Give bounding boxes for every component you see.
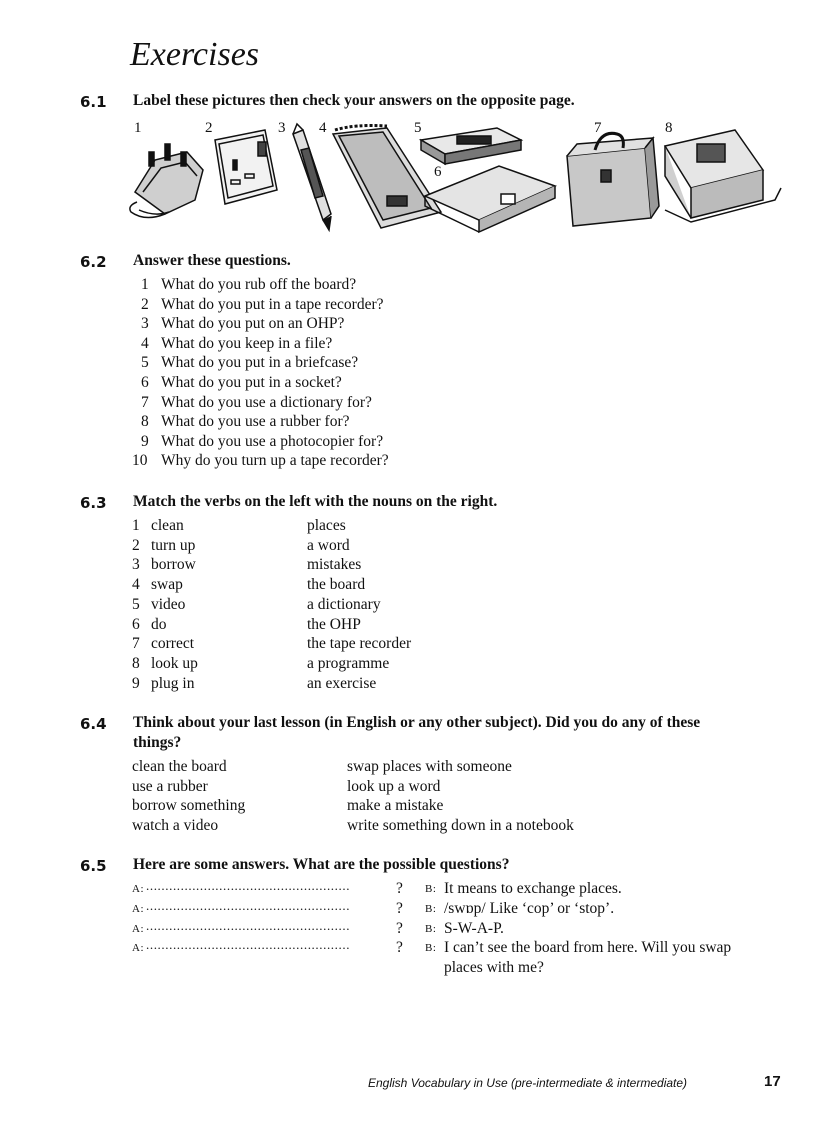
activity-left: use a rubber (132, 777, 208, 795)
answer-text: S-W-A-P. (444, 919, 504, 937)
noun-item: the tape recorder (307, 635, 412, 653)
exercise-number-6-3: 6.3 (80, 494, 107, 512)
exercise-heading-6-2: Answer these questions. (133, 252, 291, 269)
activity-left: watch a video (132, 816, 219, 834)
book-title-footer: English Vocabulary in Use (pre-intermediate & intermediate) (368, 1076, 688, 1090)
question-blank: ..................................................... (146, 917, 351, 933)
question-number: 7 (141, 393, 149, 411)
noun-item: mistakes (307, 556, 362, 574)
speaker-a-label: A: (132, 942, 144, 955)
verb-item: correct (151, 635, 195, 653)
verb-number: 4 (132, 576, 140, 594)
question-text: Why do you turn up a tape recorder? (161, 452, 389, 470)
picture-label-1: 1 (134, 120, 142, 136)
question-mark: ? (396, 939, 403, 957)
activity-right: look up a word (347, 777, 441, 795)
noun-item: a dictionary (307, 595, 381, 613)
exercise-number-6-2: 6.2 (80, 253, 107, 271)
noun-item: places (307, 517, 346, 534)
verb-number: 3 (132, 556, 140, 574)
question-number: 8 (141, 413, 149, 431)
cassette-icon (421, 128, 521, 164)
verb-number: 8 (132, 654, 140, 672)
vocabulary-pictures (125, 122, 785, 234)
verb-number: 9 (132, 674, 140, 692)
correction-pen-icon (293, 124, 331, 230)
verb-item: swap (151, 576, 183, 594)
verb-item: do (151, 615, 167, 633)
speaker-a-label: A: (132, 883, 144, 895)
exercise-heading-6-4-cont: things? (133, 734, 182, 751)
noun-item: the board (307, 576, 366, 594)
question-text: What do you put in a tape recorder? (161, 295, 384, 313)
question-number: 5 (141, 354, 149, 372)
noun-item: a word (307, 536, 350, 554)
question-number: 10 (132, 452, 148, 470)
verb-number: 1 (132, 517, 140, 534)
picture-label-4: 4 (319, 120, 327, 136)
question-mark: ? (396, 899, 403, 917)
verb-number: 7 (132, 635, 140, 653)
picture-label-3: 3 (278, 120, 286, 136)
noun-item: the OHP (307, 615, 361, 633)
speaker-b-label: B: (425, 883, 437, 895)
picture-label-6: 6 (434, 164, 442, 180)
verb-item: plug in (151, 674, 195, 692)
speaker-b-label: B: (425, 922, 437, 935)
ohp-icon (665, 130, 781, 222)
question-number: 6 (141, 374, 149, 391)
question-blank: ..................................................... (146, 937, 351, 953)
question-text: What do you put on an OHP? (161, 315, 345, 333)
question-text: What do you rub off the board? (161, 276, 357, 293)
noun-item: an exercise (307, 674, 377, 692)
question-text: What do you keep in a file? (161, 334, 333, 352)
picture-label-2: 2 (205, 120, 213, 136)
picture-label-7: 7 (594, 120, 602, 136)
exercise-number-6-5: 6.5 (80, 857, 107, 875)
question-mark: ? (396, 880, 403, 897)
activity-right: make a mistake (347, 797, 444, 814)
question-number: 1 (141, 276, 149, 293)
speaker-b-label: B: (425, 902, 437, 915)
question-mark: ? (396, 919, 403, 937)
exercise-heading-6-3: Match the verbs on the left with the nouns on the right. (133, 493, 498, 510)
verb-item: turn up (151, 536, 196, 554)
activity-left: clean the board (132, 758, 227, 775)
question-text: What do you use a dictionary for? (161, 393, 372, 411)
verb-number: 5 (132, 595, 140, 613)
answer-text: It means to exchange places. (444, 880, 622, 897)
exercise-number-6-1: 6.1 (80, 93, 107, 111)
exercise-heading-6-4: Think about your last lesson (in English or any other subject). Did you do any of these (133, 714, 701, 731)
briefcase-icon (567, 133, 659, 226)
verb-item: clean (151, 517, 184, 534)
file-icon (425, 166, 555, 232)
activity-right: write something down in a notebook (347, 816, 574, 834)
socket-icon (215, 130, 277, 204)
page-number: 17 (764, 1073, 781, 1090)
picture-label-5: 5 (414, 120, 422, 136)
question-text: What do you put in a briefcase? (161, 354, 359, 372)
question-text: What do you use a rubber for? (161, 413, 350, 431)
plug-icon (130, 144, 203, 218)
exercise-heading-6-1: Label these pictures then check your answers on the opposite page. (133, 92, 575, 109)
picture-label-8: 8 (665, 120, 673, 136)
answer-text: I can’t see the board from here. Will you swap (444, 939, 732, 957)
question-number: 3 (141, 315, 149, 333)
verb-item: borrow (151, 556, 196, 574)
verb-number: 2 (132, 536, 140, 554)
question-number: 9 (141, 432, 149, 450)
verb-number: 6 (132, 615, 140, 633)
question-blank: ..................................................... (146, 897, 351, 913)
verb-item: look up (151, 654, 198, 672)
question-number: 2 (141, 295, 149, 313)
speaker-b-label: B: (425, 942, 437, 955)
speaker-a-label: A: (132, 922, 144, 935)
activity-left: borrow something (132, 797, 246, 814)
answer-text: /swɒp/ Like ‘cop’ or ‘stop’. (444, 899, 615, 917)
exercise-heading-6-5: Here are some answers. What are the possible questions? (133, 856, 510, 873)
question-number: 4 (141, 334, 149, 352)
speaker-a-label: A: (132, 902, 144, 915)
question-blank: ..................................................... (146, 878, 351, 893)
verb-item: video (151, 595, 186, 613)
question-text: What do you use a photocopier for? (161, 432, 384, 450)
answer-text-continued: places with me? (444, 959, 544, 977)
activity-right: swap places with someone (347, 758, 512, 775)
page-title: Exercises (130, 36, 260, 73)
noun-item: a programme (307, 654, 390, 672)
question-text: What do you put in a socket? (161, 374, 342, 391)
exercise-number-6-4: 6.4 (80, 715, 107, 733)
